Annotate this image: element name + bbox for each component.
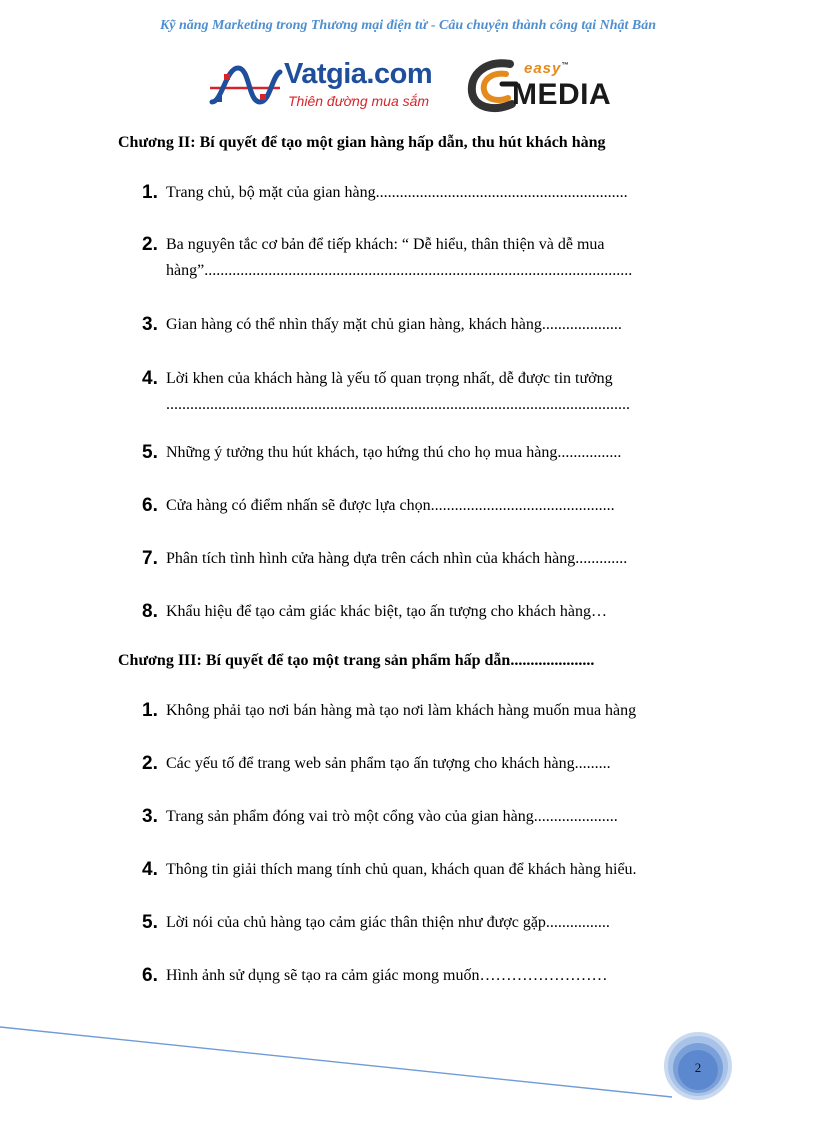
chapter-2-item [142,440,698,466]
chapter-2-item [142,493,698,519]
item-text: Không phải tạo nơi bán hàng mà tạo nơi làm khách hàng muốn mua hàng [166,702,637,719]
easymedia-logo [466,58,628,114]
item-number: 2. [142,234,158,255]
chapter-2-item [142,180,698,206]
logo-banner [208,58,628,114]
item-text: Khẩu hiệu để tạo cảm giác khác biệt, tạo ấn tượng cho khách hàng… [166,603,607,620]
item-text: Hình ảnh sử dụng sẽ tạo ra cảm giác mong muốn…………………… [166,967,608,984]
item-text: Lời khen của khách hàng là yếu tố quan trọng nhất, dễ được tin tưởng .................................................................................................................... [166,370,630,413]
running-header: Kỹ năng Marketing trong Thương mại điện tử - Câu chuyện thành công tại Nhật Bản [159,18,657,33]
item-number: 3. [142,806,158,827]
chapter-3-item [142,857,698,883]
chapter-2-item [142,232,698,284]
chapter-3-item [142,910,698,936]
item-number: 4. [142,368,158,389]
item-number: 1. [142,700,158,721]
item-number: 2. [142,753,158,774]
chapter-3-item [142,698,698,724]
item-number: 7. [142,548,158,569]
chapter-2-item [142,312,698,338]
media-wordmark: MEDIA [512,78,612,111]
item-text: Phân tích tình hình cửa hàng dựa trên cách nhìn của khách hàng............. [166,550,628,567]
item-text: Lời nói của chủ hàng tạo cảm giác thân thiện như được gặp................ [166,914,610,931]
chapter-2-item [142,366,698,418]
chapter-3-item [142,804,698,830]
chapter-3-heading [118,652,594,670]
item-number: 4. [142,859,158,880]
item-text: Những ý tưởng thu hút khách, tạo hứng thú cho họ mua hàng................ [166,444,622,461]
chapter-3-label: Chương III [118,652,197,669]
item-text: Ba nguyên tắc cơ bản để tiếp khách: “ Dễ hiểu, thân thiện và dễ mua hàng”........................................................................................................... [166,236,633,279]
chapter-3-title: : Bí quyết để tạo một trang sản phẩm hấp dẫn..................... [196,652,595,669]
item-number: 1. [142,182,158,203]
chapter-3-item [142,751,698,777]
item-number: 6. [142,965,158,986]
item-text: Cửa hàng có điểm nhấn sẽ được lựa chọn.............................................. [166,497,615,514]
item-text: Trang chủ, bộ mặt của gian hàng............................................................... [166,184,628,201]
vatgia-tagline: Thiên đường mua sắm [288,93,430,109]
vatgia-wave-icon [208,58,284,114]
vatgia-logo [208,58,458,114]
page-number-badge [663,1031,733,1101]
item-number: 6. [142,495,158,516]
item-number: 5. [142,912,158,933]
chapter-2-item [142,546,698,572]
item-number: 5. [142,442,158,463]
page-number: 2 [694,1060,702,1075]
item-text: Thông tin giải thích mang tính chủ quan, khách quan để khách hàng hiểu. [166,861,637,878]
chapter-2-heading: Chương II: Bí quyết để tạo một gian hàng hấp dẫn, thu hút khách hàng [118,134,606,151]
chapter-2-item [142,599,698,625]
item-number: 8. [142,601,158,622]
item-number: 3. [142,314,158,335]
vatgia-wordmark: Vatgia.com [284,58,433,90]
chapter-3-item [142,963,698,989]
easy-wordmark: easy™ [524,60,570,77]
item-text: Gian hàng có thể nhìn thấy mặt chủ gian hàng, khách hàng.................... [166,316,622,333]
item-text: Trang sản phẩm đóng vai trò một cổng vào của gian hàng..................... [166,808,618,825]
item-text: Các yếu tố để trang web sản phẩm tạo ấn tượng cho khách hàng......... [166,755,611,772]
